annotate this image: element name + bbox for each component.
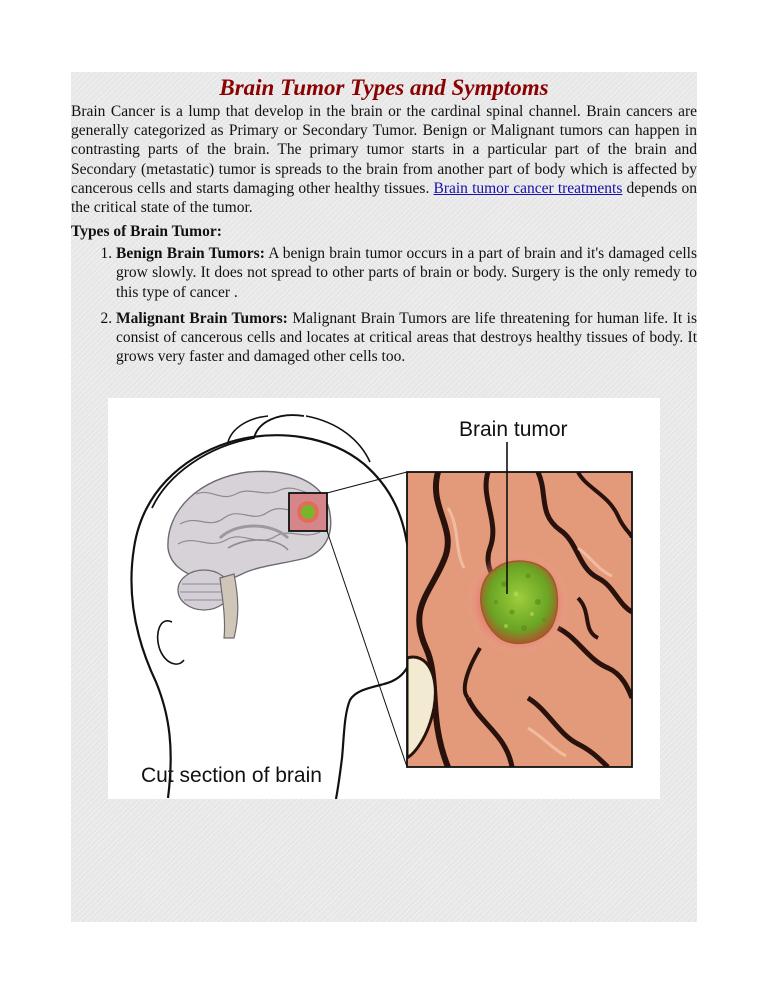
label-brain-tumor: Brain tumor [459, 418, 568, 441]
malignant-description: Malignant Brain Tumors are life threatening for human life. It is consist of cancerous cells and locates at critical areas that destroys healthy tissues of body. It grows very faster and damaged other cells too. [116, 309, 697, 366]
tumor-highlight-box [289, 493, 327, 531]
brain-diagram [108, 398, 660, 799]
types-heading: Types of Brain Tumor: [71, 223, 222, 241]
connector-line-top [327, 472, 407, 493]
intro-text-end: depends on the critical state of the tumor. [71, 179, 697, 217]
document-page [71, 72, 697, 922]
intro-paragraph [71, 102, 697, 217]
tumor-types-list [71, 244, 697, 366]
benign-term: Benign Brain Tumors: [116, 245, 265, 263]
benign-description: A benign brain tumor occurs in a part of brain and it's damaged cells grow slowly. It does not spread to other parts of brain or body. Surgery is the only remedy to this type of cancer . [116, 245, 697, 301]
list-item-benign [116, 244, 697, 302]
treatments-link[interactable]: Brain tumor cancer treatments [433, 179, 623, 197]
list-item-malignant [116, 309, 697, 367]
page-title: Brain Tumor Types and Symptoms [219, 75, 549, 100]
malignant-term: Malignant Brain Tumors: [116, 309, 288, 327]
brain-tumor-illustration [108, 398, 660, 799]
label-cut-section: Cut section of brain [141, 764, 322, 787]
connector-line-bottom [327, 531, 407, 767]
zoomed-brain-section [407, 472, 632, 767]
intro-text: Brain Cancer is a lump that develop in the brain or the cardinal spinal channel. Brain cancers are generally categorized as Primary or Secondary Tumor. Benign or Malignant tumors can happen in contrasting parts of the brain. The primary tumor starts in a particular part of the brain and Secondary (metastatic) tumor is spreads to the brain from another part of body which is affected by cancerous cells and starts damaging other healthy tissues. [71, 103, 697, 197]
